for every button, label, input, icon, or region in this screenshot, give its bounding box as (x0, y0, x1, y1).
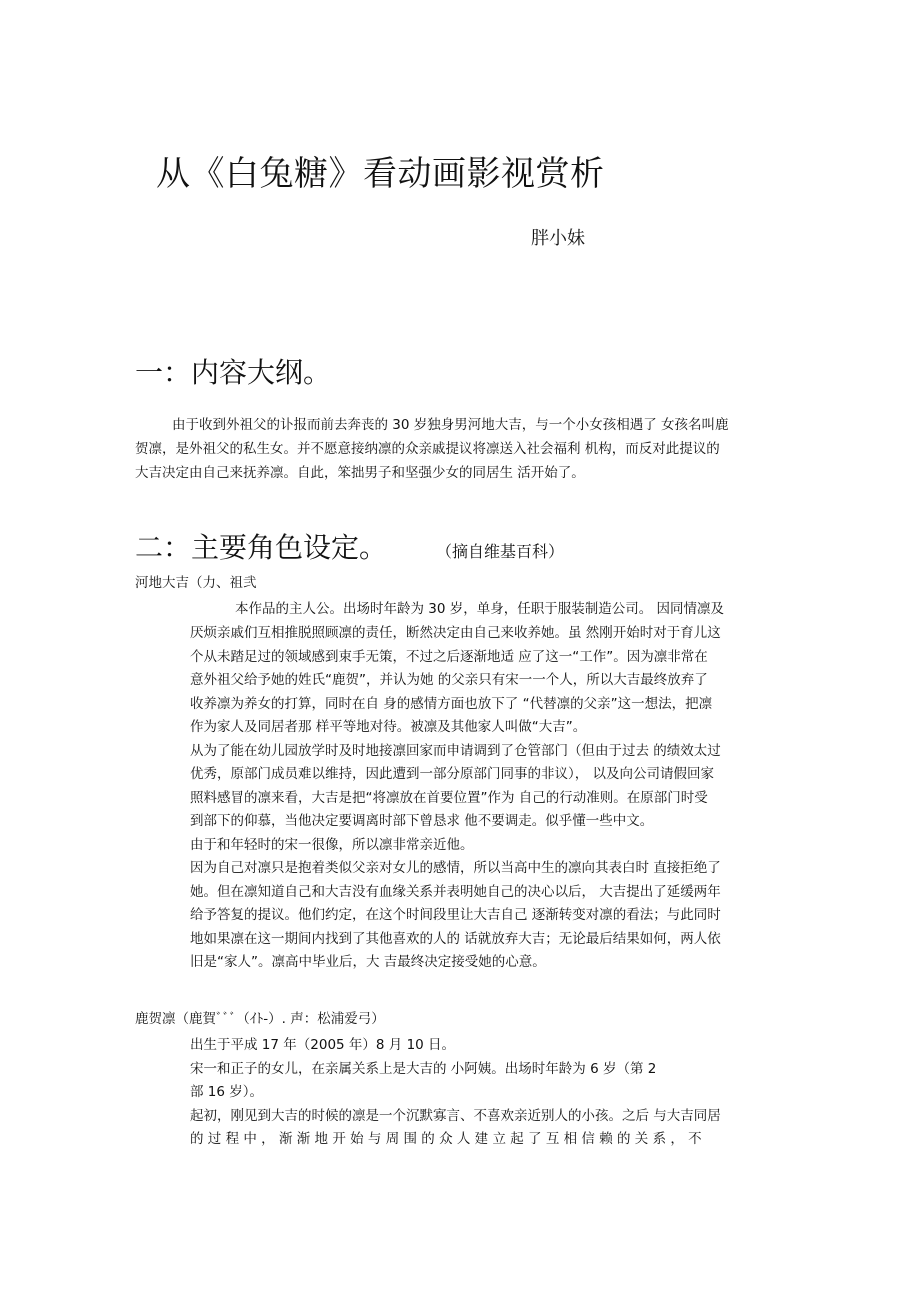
text-line: 厌烦亲戚们互相推脱照顾凛的责任，断然决定由自己来收养她。虽 然刚开始时对于育儿这 (190, 625, 721, 641)
daikichi-paragraph-first-line (235, 597, 724, 621)
text-line: 起初，刚见到大吉的时候的凛是一个沉默寡言、不喜欢亲近别人的小孩。之后 与大吉同居 (190, 1107, 721, 1124)
text-line: 她。但在凛知道自己和大吉没有血缘关系并表明她自己的决心以后， 大吉提出了延缓两年 (190, 883, 721, 900)
text-line: 照料感冒的凛来看，大吉是把“将凛放在首要位置”作为 自己的行动准则。在原部门时受 (190, 789, 708, 806)
text-line: 贺凛，是外祖父的私生女。并不愿意接纳凛的众亲戚提议将凛送入社会福利 机构，而反对此提议的 (135, 441, 720, 457)
page-title: 从《白兔糖》看动画影视赏析 (156, 154, 605, 194)
text-line: 地如果凛在这一期间内找到了其他喜欢的人的 话就放弃大吉；无论最后结果如何，两人依 (190, 930, 721, 947)
text-line: 意外祖父给予她的姓氏“鹿贺”，并认为她 的父亲只有宋一一个人，所以大吉最终放弃了 (190, 672, 708, 688)
text-line: 旧是“家人”。凛高中毕业后，大 吉最终决定接受她的心意。 (190, 954, 546, 970)
text-line: 出生于平成 17 年（2005 年）8 月 10 日。 (190, 1037, 456, 1053)
section2-source-note: （摘自维基百科） (436, 542, 565, 561)
rin-paragraph (190, 1033, 721, 1151)
text-line: 由于和年轻时的宋一很像，所以凛非常亲近他。 (190, 836, 474, 853)
text-line: 作为家人及同居者那 样平等地对待。被凛及其他家人叫做“大吉”。 (190, 719, 587, 735)
daikichi-paragraph (190, 621, 721, 974)
text-line: 的 过 程 中 ， 渐 渐 地 开 始 与 周 围 的 众 人 建 立 起 了 互 相 信 赖 的 关 系 ， 不 (190, 1131, 702, 1147)
text-line: 给予答复的提议。他们约定，在这个时间段里让大吉自己 逐渐转变对凛的看法；与此同时 (190, 907, 721, 923)
text-line: 部 16 岁）。 (190, 1084, 264, 1100)
text-line: 大吉决定由自己来抚养凛。自此，笨拙男子和坚强少女的同居生 活开始了。 (135, 464, 585, 481)
text-line: 宋一和正子的女儿，在亲属关系上是大吉的 小阿姨。出场时年龄为 6 岁（第 2 (190, 1060, 657, 1077)
text-line: 优秀，原部门成员难以维持，因此遭到一部分原部门同事的非议）， 以及向公司请假回家 (190, 766, 715, 782)
text-line: 收养凛为养女的打算，同时在自 身的感情方面也放下了 “代替凛的父亲”这一想法，把凛 (190, 695, 713, 712)
section1-paragraph-cont (135, 437, 720, 484)
character-name-rin: 鹿贺凛（鹿賀ﾞﾞﾞ（ｲﾄ-）. 声：松浦爱弓） (135, 1011, 385, 1027)
section2-heading: 二：主要角色设定。 (135, 531, 388, 564)
text-line: 本作品的主人公。出场时年龄为 30 岁，单身，任职于服装制造公司。 因同情凛及 (235, 601, 725, 617)
text-line: 因为自己对凛只是抱着类似父亲对女儿的感情，所以当高中生的凛向其表白时 直接拒绝了 (190, 860, 721, 876)
text-line: 从为了能在幼儿园放学时及时地接凛回家而申请调到了仓管部门（但由于过去 的绩效太过 (190, 742, 721, 759)
section1-heading: 一：内容大纲。 (135, 356, 332, 389)
text-line: 个从未踏足过的领域感到束手无策，不过之后逐渐地适 应了这一“工作”。因为凛非常在 (190, 648, 708, 665)
character-name-daikichi: 河地大吉（力、祖弐 (135, 575, 257, 591)
text-line: 到部下的仰慕，当他决定要调离时部下曾恳求 他不要调走。似乎懂一些中文。 (190, 813, 654, 829)
text-line: 由于收到外祖父的讣报而前去奔丧的 30 岁独身男河地大吉，与一个小女孩相遇了 女孩名叫鹿 (172, 417, 729, 433)
section1-paragraph (172, 413, 729, 437)
author: 胖小妹 (531, 228, 585, 249)
